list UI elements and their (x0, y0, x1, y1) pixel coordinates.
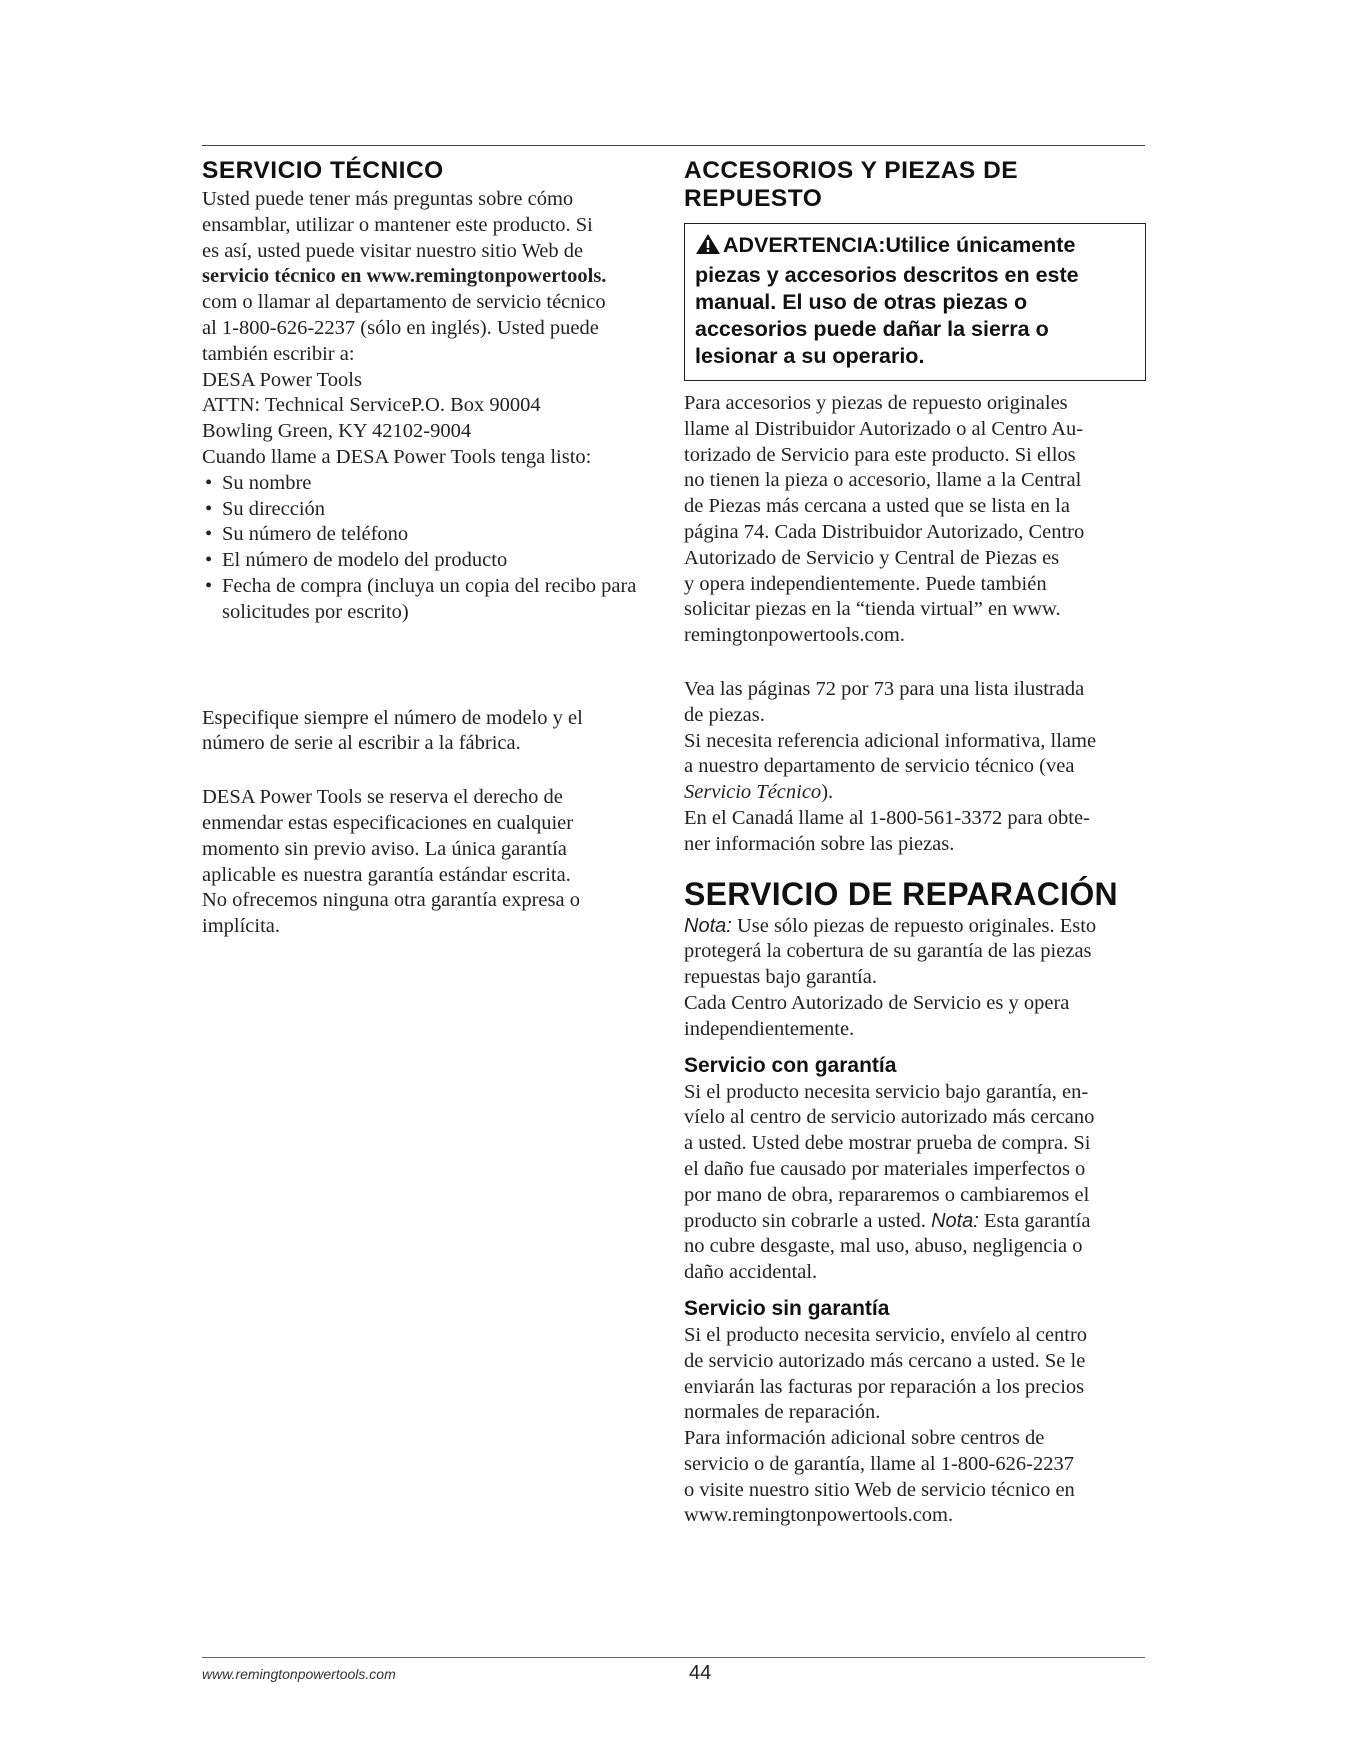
nota-line: repuestas bajo garantía. (684, 966, 877, 989)
warranty-line: el daño fue causado por materiales imperfectos o (684, 1157, 1086, 1180)
pages-reference (684, 677, 1146, 729)
nowarranty-line: de servicio autorizado más cercano a usted. Se le (684, 1349, 1086, 1372)
intro-line: com o llamar al departamento de servicio técnico (202, 291, 606, 314)
reference-line: Servicio Técnico). (684, 781, 834, 804)
list-item: • El número de modelo del producto (202, 548, 662, 574)
list-item: • Su número de teléfono (202, 522, 662, 548)
list-item: • Su dirección (202, 497, 662, 523)
nota-label: Nota: (931, 1209, 979, 1232)
nota-label: Nota: (684, 914, 732, 937)
warranty-line: daño accidental. (684, 1261, 818, 1284)
info-line: servicio o de garantía, llame al 1-800-626-2237 (684, 1452, 1074, 1475)
address-line: DESA Power Tools (202, 368, 362, 391)
reserve-line: momento sin previo aviso. La única garantía (202, 837, 567, 860)
parts-line: llame al Distribuidor Autorizado o al Centro Au- (684, 417, 1084, 440)
warning-triangle-icon (695, 233, 721, 262)
parts-line: torizado de Servicio para este producto. Si ellos (684, 443, 1076, 466)
bullet-icon: • (205, 574, 213, 597)
call-lead: Cuando llame a DESA Power Tools tenga listo: (202, 445, 592, 468)
warning-label: ADVERTENCIA: (723, 233, 886, 257)
reference-line: Si necesita referencia adicional informativa, llame (684, 729, 1097, 752)
nowarranty-line: enviarán las facturas por reparación a los precios (684, 1375, 1085, 1398)
list-item: • Su nombre (202, 471, 662, 497)
info-line: o visite nuestro sitio Web de servicio técnico en (684, 1478, 1075, 1501)
bottom-rule (202, 1657, 1145, 1658)
warranty-service (684, 1080, 1146, 1286)
reserve-line: No ofrecemos ninguna otra garantía expresa o (202, 889, 580, 912)
nota-line: protegerá la cobertura de su garantía de las piezas (684, 940, 1092, 963)
parts-line: Para accesorios y piezas de repuesto originales (684, 392, 1068, 414)
parts-line: Autorizado de Servicio y Central de Piezas es (684, 546, 1060, 569)
rights-reserved-note (202, 785, 662, 940)
mailing-address (202, 368, 662, 445)
left-column (202, 157, 662, 940)
intro-line-url: servicio técnico en www.remingtonpowertools. (202, 265, 607, 288)
warning-body: Utilice únicamente piezas y accesorios descritos en este manual. El uso de otras piezas o accesorios puede dañar la sierra o lesionar a su operario. (695, 233, 1079, 368)
model-number-note (202, 706, 662, 758)
pages-line: de piezas. (684, 703, 765, 726)
address-line: Bowling Green, KY 42102-9004 (202, 420, 472, 443)
info-line: Para información adicional sobre centros de (684, 1427, 1045, 1450)
parts-line: solicitar piezas en la “tienda virtual” en www. (684, 598, 1061, 621)
heading-accesorios: ACCESORIOS Y PIEZAS DE REPUESTO (684, 157, 1019, 212)
canada-info (684, 806, 1146, 858)
repair-note: Nota: Use sólo piezas de repuesto originales. Esto protegerá la cobertura de su garantía de las piezas repuestas bajo garantía. (684, 914, 1146, 991)
warranty-line: a usted. Usted debe mostrar prueba de compra. Si (684, 1132, 1091, 1155)
reserve-line: DESA Power Tools se reserva el derecho de (202, 786, 563, 809)
heading-servicio-reparacion: SERVICIO DE REPARACIÓN (684, 875, 1118, 912)
warranty-line: por mano de obra, repararemos o cambiaremos el (684, 1183, 1090, 1206)
reserve-line: implícita. (202, 915, 280, 938)
additional-info (684, 1426, 1146, 1529)
reference-line: a nuestro departamento de servicio técnico (vea (684, 755, 1075, 778)
center-line: Cada Centro Autorizado de Servicio es y opera (684, 991, 1070, 1014)
parts-line: y opera independientemente. Puede también (684, 572, 1047, 595)
bullet-icon: • (205, 471, 213, 494)
center-line: independientemente. (684, 1017, 855, 1040)
heading-servicio-tecnico: SERVICIO TÉCNICO (202, 157, 444, 184)
intro-line: también escribir a: (202, 342, 355, 365)
reference-italic: Servicio Técnico (684, 781, 822, 804)
intro-line: al 1-800-626-2237 (sólo en inglés). Usted puede (202, 316, 599, 339)
right-column (684, 157, 1146, 1529)
parts-line: remingtonpowertools.com. (684, 624, 905, 647)
warranty-line: producto sin cobrarle a usted. Nota: Esta garantía (684, 1209, 1091, 1232)
footer-url: www.remingtonpowertools.com (202, 1666, 396, 1682)
model-note-line: número de serie al escribir a la fábrica. (202, 732, 521, 755)
bullet-icon: • (205, 497, 213, 520)
heading-servicio-con-garantia: Servicio con garantía (684, 1053, 897, 1077)
non-warranty-service (684, 1323, 1146, 1426)
intro-line: ensamblar, utilizar o mantener este producto. Si (202, 213, 593, 236)
canada-line: En el Canadá llame al 1-800-561-3372 para obte- (684, 806, 1090, 829)
additional-reference (684, 729, 1146, 806)
call-checklist (202, 471, 662, 626)
parts-line: no tienen la pieza o accesorio, llame a la Central (684, 469, 1082, 492)
nowarranty-line: Si el producto necesita servicio, envíelo al centro (684, 1323, 1088, 1346)
warranty-line: Si el producto necesita servicio bajo garantía, en- (684, 1080, 1089, 1103)
heading-servicio-sin-garantia: Servicio sin garantía (684, 1296, 890, 1320)
warning-message (695, 232, 1135, 370)
parts-line: página 74. Cada Distribuidor Autorizado, Centro (684, 520, 1085, 543)
nowarranty-line: normales de reparación. (684, 1401, 881, 1424)
warning-box (684, 223, 1146, 381)
list-item: • Fecha de compra (incluya un copia del recibo para solicitudes por escrito) (205, 574, 637, 623)
bullet-icon: • (205, 523, 213, 546)
reserve-line: enmendar estas especificaciones en cualquier (202, 811, 574, 834)
intro-line: es así, usted puede visitar nuestro sitio Web de (202, 239, 584, 262)
model-note-line: Especifique siempre el número de modelo y el (202, 706, 583, 729)
address-line: ATTN: Technical ServiceP.O. Box 90004 (202, 394, 541, 417)
canada-line: ner información sobre las piezas. (684, 832, 955, 855)
pages-line: Vea las páginas 72 por 73 para una lista ilustrada (684, 677, 1085, 700)
warranty-line: víelo al centro de servicio autorizado más cercano (684, 1106, 1095, 1129)
parts-line: de Piezas más cercana a usted que se lista en la (684, 495, 1070, 518)
reserve-line: aplicable es nuestra garantía estándar escrita. (202, 863, 571, 886)
intro-line: Usted puede tener más preguntas sobre cómo (202, 188, 574, 210)
top-rule (202, 145, 1145, 146)
tech-service-intro (202, 187, 662, 368)
bullet-icon: • (205, 549, 213, 572)
warranty-line: no cubre desgaste, mal uso, abuso, negligencia o (684, 1235, 1083, 1258)
parts-info (684, 391, 1146, 649)
center-independent (684, 991, 1146, 1043)
info-line: www.remingtonpowertools.com. (684, 1504, 954, 1527)
page-number: 44 (689, 1662, 712, 1684)
